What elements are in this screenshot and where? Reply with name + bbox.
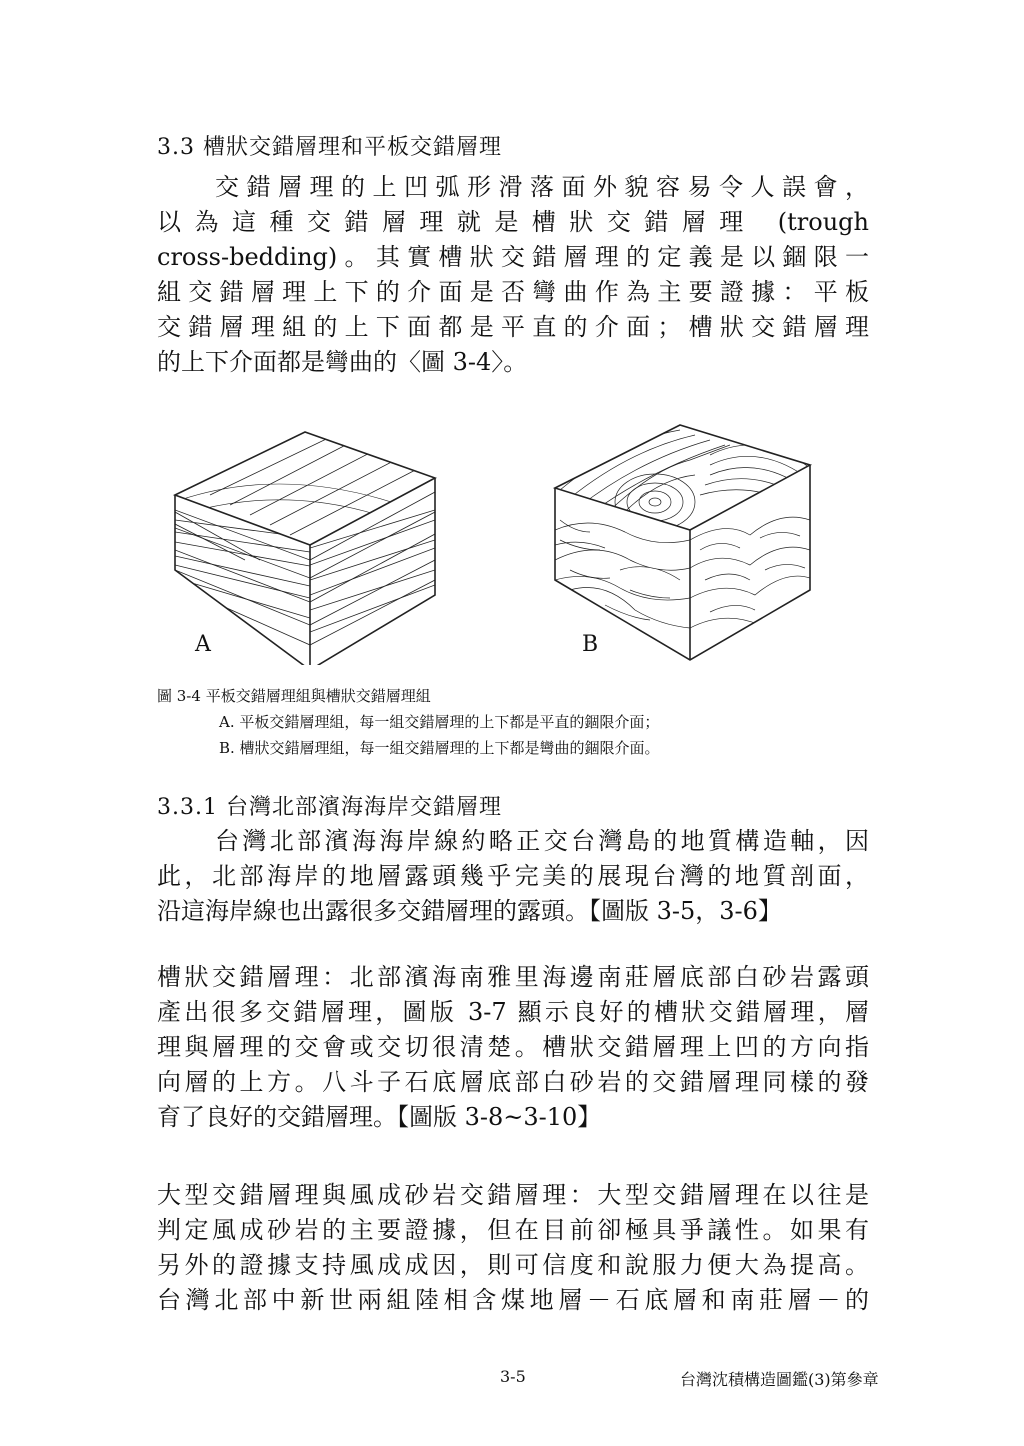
text-line: cross-bedding)。其實槽狀交錯層理的定義是以錮限一 [157, 243, 869, 271]
block-b-trough-cross-bedding [555, 425, 810, 660]
section-heading-3-3-1: 3.3.1 台灣北部濱海海岸交錯層理 [157, 795, 502, 820]
text-line: 台灣北部濱海海岸線約略正交台灣島的地質構造軸，因 [215, 827, 869, 855]
label-a: A [195, 632, 211, 657]
cross-bedding-illustration [150, 420, 870, 665]
text-line: 組交錯層理上下的介面是否彎曲作為主要證據：平板 [157, 278, 869, 306]
caption-title: 圖 3-4 平板交錯層理組與槽狀交錯層理組 [157, 687, 431, 705]
text-line: 以為這種交錯層理就是槽狀交錯層理 (trough [157, 208, 869, 236]
paragraph-trough-vs-planar [157, 170, 869, 380]
book-title: 台灣沈積構造圖鑑(3)第參章 [680, 1370, 879, 1389]
paragraph-large-cross-bedding [157, 1178, 869, 1318]
figure-caption [157, 683, 660, 761]
text-line: 槽狀交錯層理：北部濱海南雅里海邊南莊層底部白砂岩露頭 [157, 963, 869, 991]
text-line: 此，北部海岸的地層露頭幾乎完美的展現台灣的地質剖面， [157, 862, 869, 890]
paragraph-trough-cross-bedding [157, 960, 869, 1135]
label-b: B [582, 632, 599, 657]
paragraph-northern-coast [157, 824, 869, 929]
text-line: 育了良好的交錯層理。【圖版 3-8~3-10】 [157, 1103, 602, 1131]
section-heading-3-3: 3.3 槽狀交錯層理和平板交錯層理 [157, 135, 502, 160]
caption-a: A. 平板交錯層理組，每一組交錯層理的上下都是平直的錮限介面； [219, 713, 660, 731]
page-number: 3-5 [500, 1367, 526, 1386]
text-line: 的上下介面都是彎曲的〈圖 3-4〉。 [157, 348, 528, 376]
text-line: 判定風成砂岩的主要證據，但在目前卻極具爭議性。如果有 [157, 1216, 869, 1244]
text-line: 大型交錯層理與風成砂岩交錯層理：大型交錯層理在以往是 [157, 1181, 869, 1209]
block-a-planar-cross-bedding [170, 420, 450, 665]
figure-3-4 [150, 420, 870, 665]
text-line: 沿這海岸線也出露很多交錯層理的露頭。【圖版 3-5，3-6】 [157, 897, 782, 925]
text-line: 產出很多交錯層理，圖版 3-7 顯示良好的槽狀交錯層理，層 [157, 998, 869, 1026]
caption-b: B. 槽狀交錯層理組，每一組交錯層理的上下都是彎曲的錮限介面。 [219, 739, 660, 757]
text-line: 交錯層理的上凹弧形滑落面外貌容易令人誤會， [215, 173, 869, 201]
text-line: 另外的證據支持風成成因，則可信度和說服力便大為提高。 [157, 1251, 869, 1279]
text-line: 交錯層理組的上下面都是平直的介面；槽狀交錯層理 [157, 313, 869, 341]
text-line: 台灣北部中新世兩組陸相含煤地層－石底層和南莊層－的 [157, 1286, 869, 1314]
text-line: 向層的上方。八斗子石底層底部白砂岩的交錯層理同樣的發 [157, 1068, 869, 1096]
text-line: 理與層理的交會或交切很清楚。槽狀交錯層理上凹的方向指 [157, 1033, 869, 1061]
